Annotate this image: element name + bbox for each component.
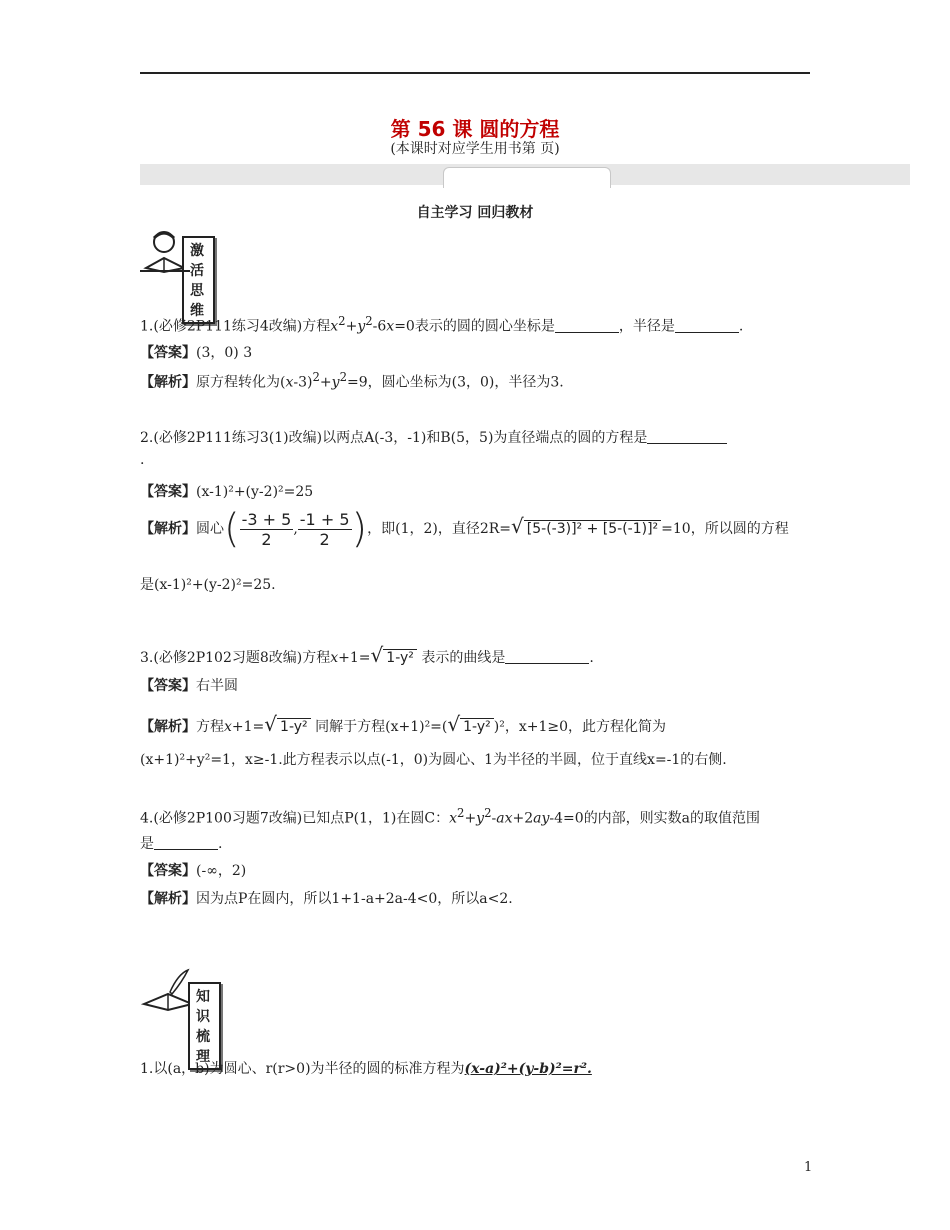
top-rule <box>140 72 810 74</box>
k1-text: 1.以(a，b)为圆心、r(r>0)为半径的圆的标准方程为(x-a)²+(y-b)²=r². <box>140 1061 592 1077</box>
q3-stem: 3.(必修2P102习题8改编)方程x+1=√ 1-y² 表示的曲线是 . <box>140 643 594 667</box>
q2-analysis-cont: 是(x-1)²+(y-2)²=25. <box>140 577 276 593</box>
q4-stem: 4.(必修2P100习题7改编)已知点P(1，1)在圆C：$x^2+y^2-ax+2ay-4=0$的内部，则实数a的取值范围 <box>140 806 761 827</box>
q2-frac2: $\frac{-1 + 5}{2}$ <box>299 509 350 549</box>
q1-analysis: 【解析】原方程转化为$(x-3)^2+y^2=9$，圆心坐标为(3，0)，半径为3. <box>140 370 564 391</box>
activate-badge-label: 激活思维 <box>182 236 215 324</box>
q4-analysis: 【解析】因为点P在圆内，所以1+1-a+2a-4<0，所以a<2. <box>140 891 513 907</box>
lesson-subtitle: (本课时对应学生用书第 页) <box>390 141 560 157</box>
k1-formula: (x-a)²+(y-b)²=r². <box>464 1061 592 1077</box>
q1-blank1 <box>555 318 619 333</box>
q3-analysis-cont: (x+1)²+y²=1，x≥-1.此方程表示以点(-1，0)为圆心、1为半径的半圆，位于直线x=-1的右侧. <box>140 752 727 768</box>
q2-stem: 2.(必修2P111练习3(1)改编)以两点A(-3，-1)和B(5，5)为直径端点的圆的方程是 <box>140 427 727 447</box>
lesson-title: 第 56 课 圆的方程 <box>390 117 560 141</box>
q2-frac1: $\frac{-3 + 5}{2}$ <box>241 509 292 549</box>
q2-stem-end: . <box>140 452 145 468</box>
q1-answer: 【答案】(3，0) 3 <box>140 345 253 361</box>
q4-blank <box>154 835 218 850</box>
q3-blank <box>505 649 589 664</box>
q3-answer: 【答案】右半圆 <box>140 678 238 694</box>
header-tab <box>443 167 611 188</box>
q2-blank <box>647 429 727 444</box>
q4-answer: 【答案】(-∞，2) <box>140 863 247 879</box>
q3-analysis: 【解析】方程x+1=√ 1-y² 同解于方程(x+1)²=(√ 1-y² )²，x+1≥0，此方程化简为 <box>140 712 666 736</box>
q1-stem: 1.(必修2P111练习4改编)方程$x^2+y^2-6x=0$表示的圆的圆心坐标是 ，半径是 . <box>140 314 744 335</box>
page-number: 1 <box>804 1160 813 1175</box>
knowledge-badge-label: 知识梳理 <box>188 982 221 1070</box>
q2-radicand: [5-(-3)]² + [5-(-1)]² <box>524 520 661 537</box>
section-heading: 自主学习 回归教材 <box>416 205 534 221</box>
q4-stem-cont: 是 . <box>140 836 223 852</box>
q1-blank2 <box>675 318 739 333</box>
q2-answer: 【答案】(x-1)²+(y-2)²=25 <box>140 484 314 500</box>
q2-analysis: 【解析】圆心( $\frac{-3 + 5}{2}$ , $\frac{-1 + 5}{2}$ )，即(1，2)，直径2R=√ [5-(-3)]² + [5-(-1)]² =10，所以圆的方程 <box>140 506 789 552</box>
